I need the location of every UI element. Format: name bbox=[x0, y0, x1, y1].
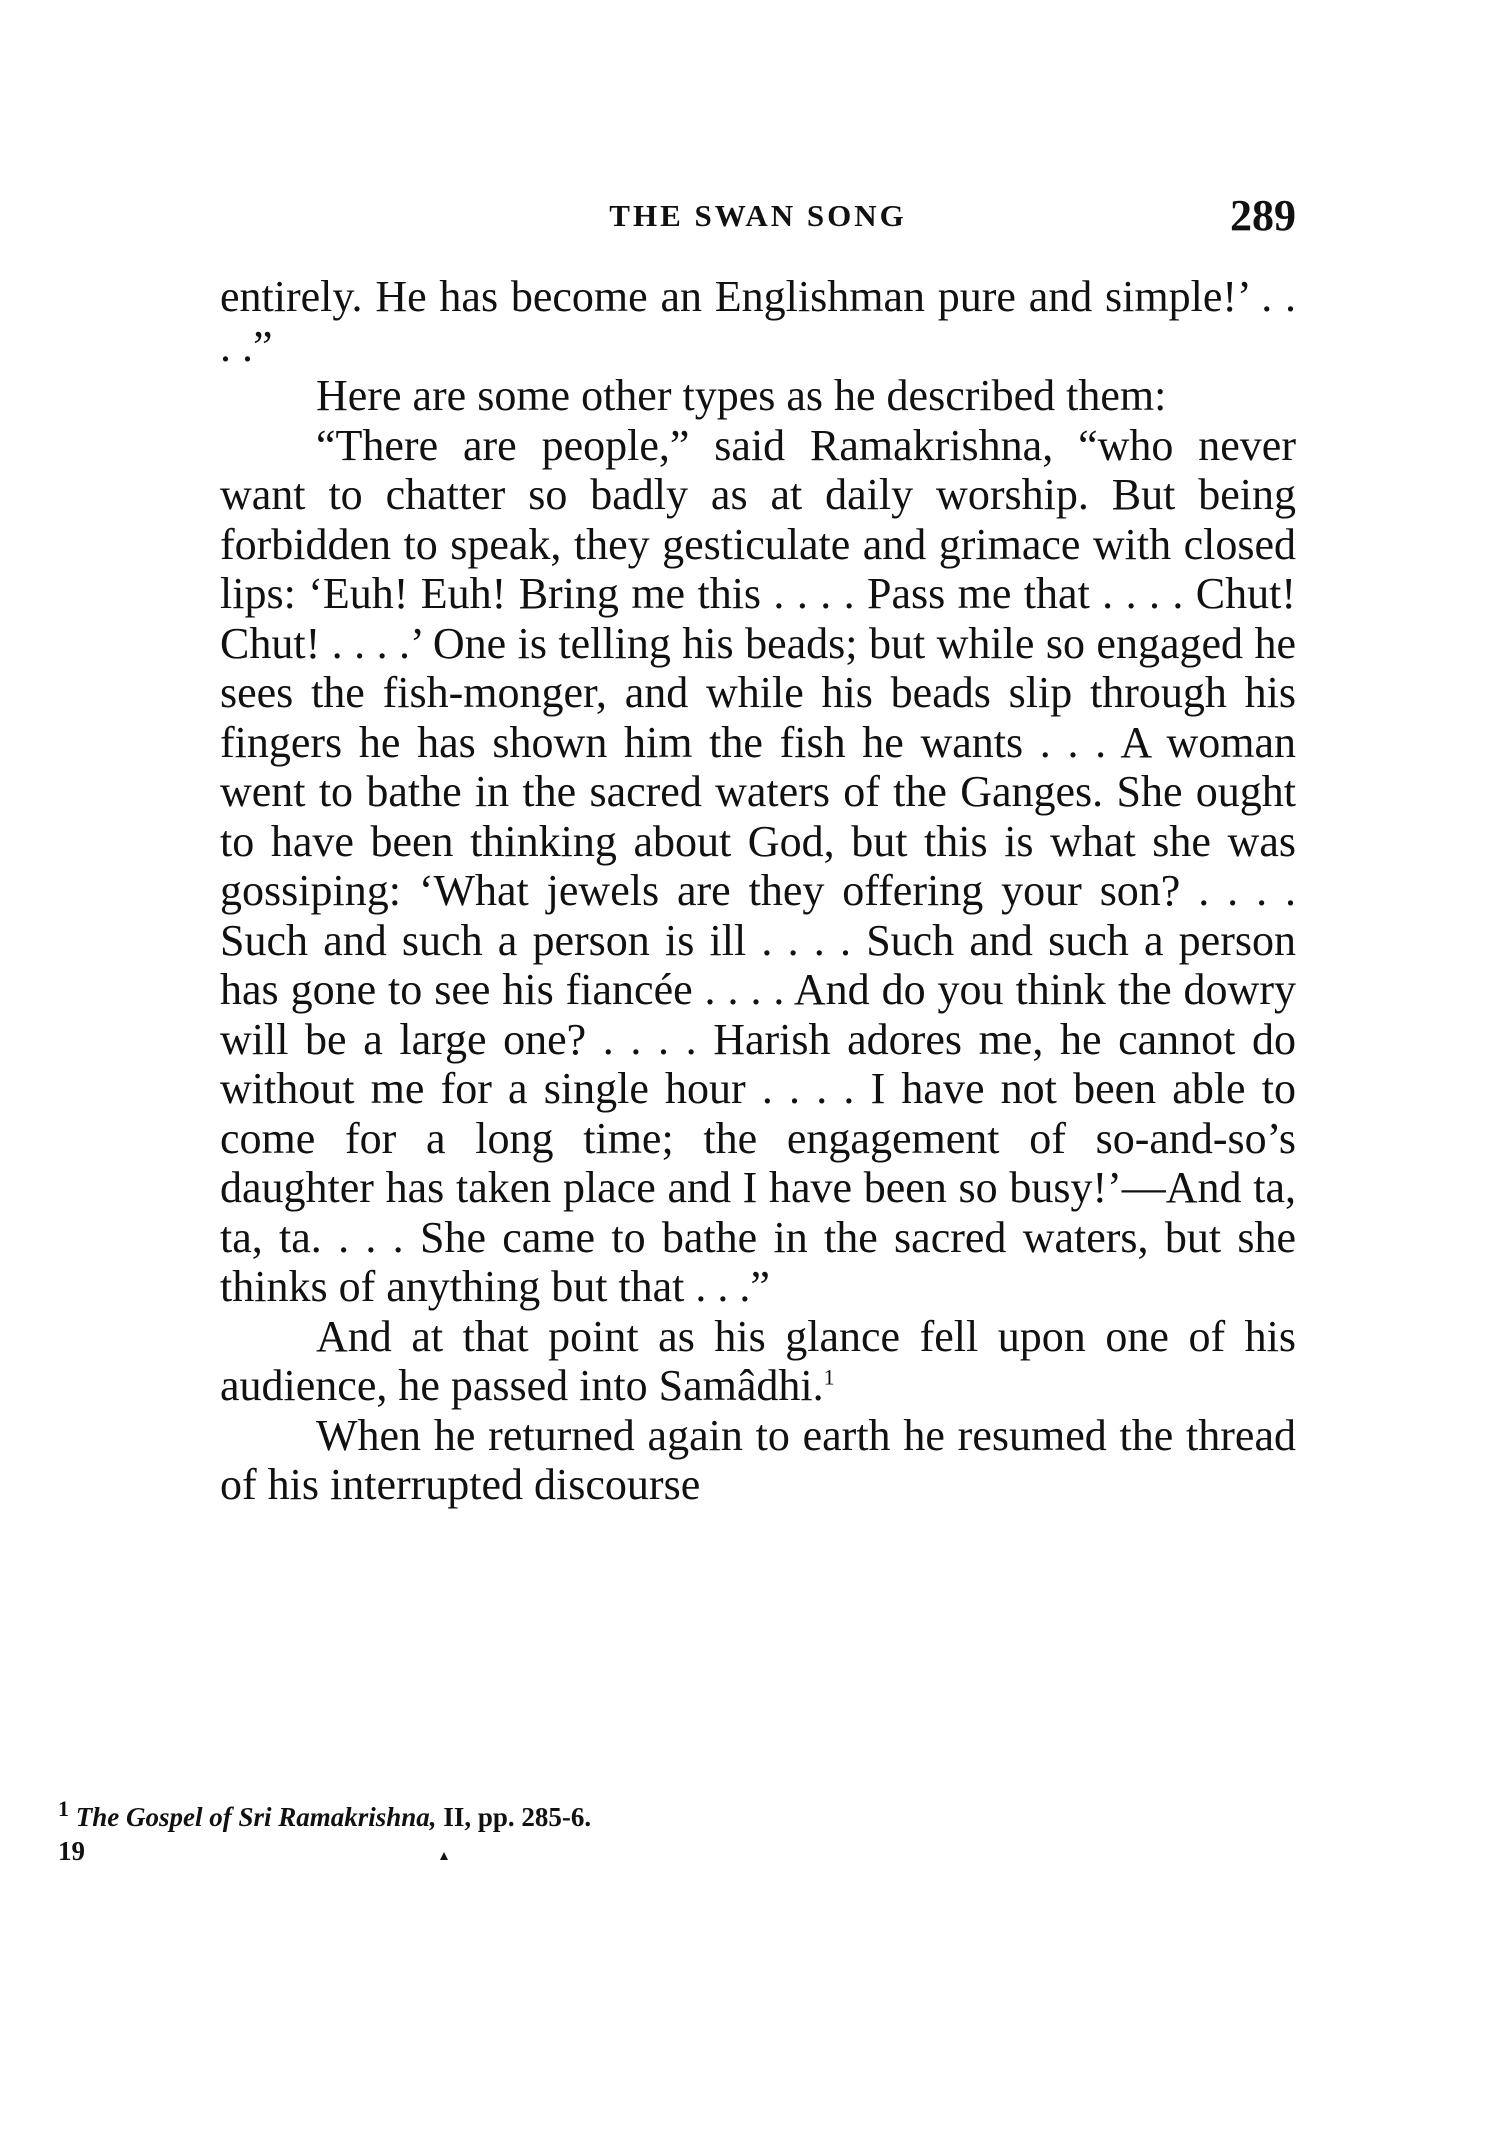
paragraph-samadhi bbox=[220, 1312, 1296, 1411]
running-title: THE SWAN SONG bbox=[609, 198, 907, 233]
paragraph-samadhi-text: And at that point as his glance fell upon one of his audience, he passed into Samâdhi. bbox=[220, 1311, 1296, 1410]
footnote-reference: 1 bbox=[823, 1364, 835, 1390]
paragraph-ramakrishna-quote: “There are people,” said Ramakrishna, “who never want to chatter so badly as at daily worship. But being forbidden to speak, they gesticulate and grimace with closed lips: ‘Euh! Euh! Bring me this . . . . Pass me that . . . . Chut! Chut! . . . .’ One is telling his beads; but while so engaged he sees the fish-monger, and while his beads slip through his fingers he has shown him the fish he wants . . . A woman went to bathe in the sacred waters of the Ganges. She ought to have been thinking about God, but this is what she was gossiping: ‘What jewels are they offering your son? . . . . Such and such a person is ill . . . . Such and such a person has gone to see his fiancée . . . . And do you think the dowry will be a large one? . . . . Harish adores me, he cannot do without me for a single hour . . . . I have not been able to come for a long time; the engagement of so-and-so’s daughter has taken place and I have been so busy!’—And ta, ta, ta. . . . She came to bathe in the sacred waters, but she thinks of anything but that . . .” bbox=[220, 420, 1296, 1311]
paragraph-types-intro: Here are some other types as he described them: bbox=[316, 371, 1167, 420]
footnote-title: The Gospel of Sri Ramakrishna, bbox=[75, 1802, 437, 1832]
paragraph-continuation: entirely. He has become an Englishman pure and simple!’ . . . .” bbox=[220, 272, 1296, 371]
footnote bbox=[58, 1796, 1058, 1834]
footnote-marker: 1 bbox=[58, 1796, 69, 1821]
printer-mark-icon bbox=[440, 1852, 448, 1860]
body-text bbox=[220, 272, 1296, 1510]
signature-mark: 19 bbox=[58, 1836, 85, 1866]
footnote-citation: II, pp. 285-6. bbox=[443, 1802, 592, 1832]
paragraph-return: When he returned again to earth he resumed the thread of his interrupted discourse bbox=[220, 1410, 1296, 1509]
page-number: 289 bbox=[1230, 191, 1296, 240]
signature-line bbox=[58, 1834, 1058, 1874]
running-head bbox=[220, 190, 1296, 256]
footnote-area bbox=[58, 1796, 1058, 1874]
book-page bbox=[220, 190, 1296, 1510]
